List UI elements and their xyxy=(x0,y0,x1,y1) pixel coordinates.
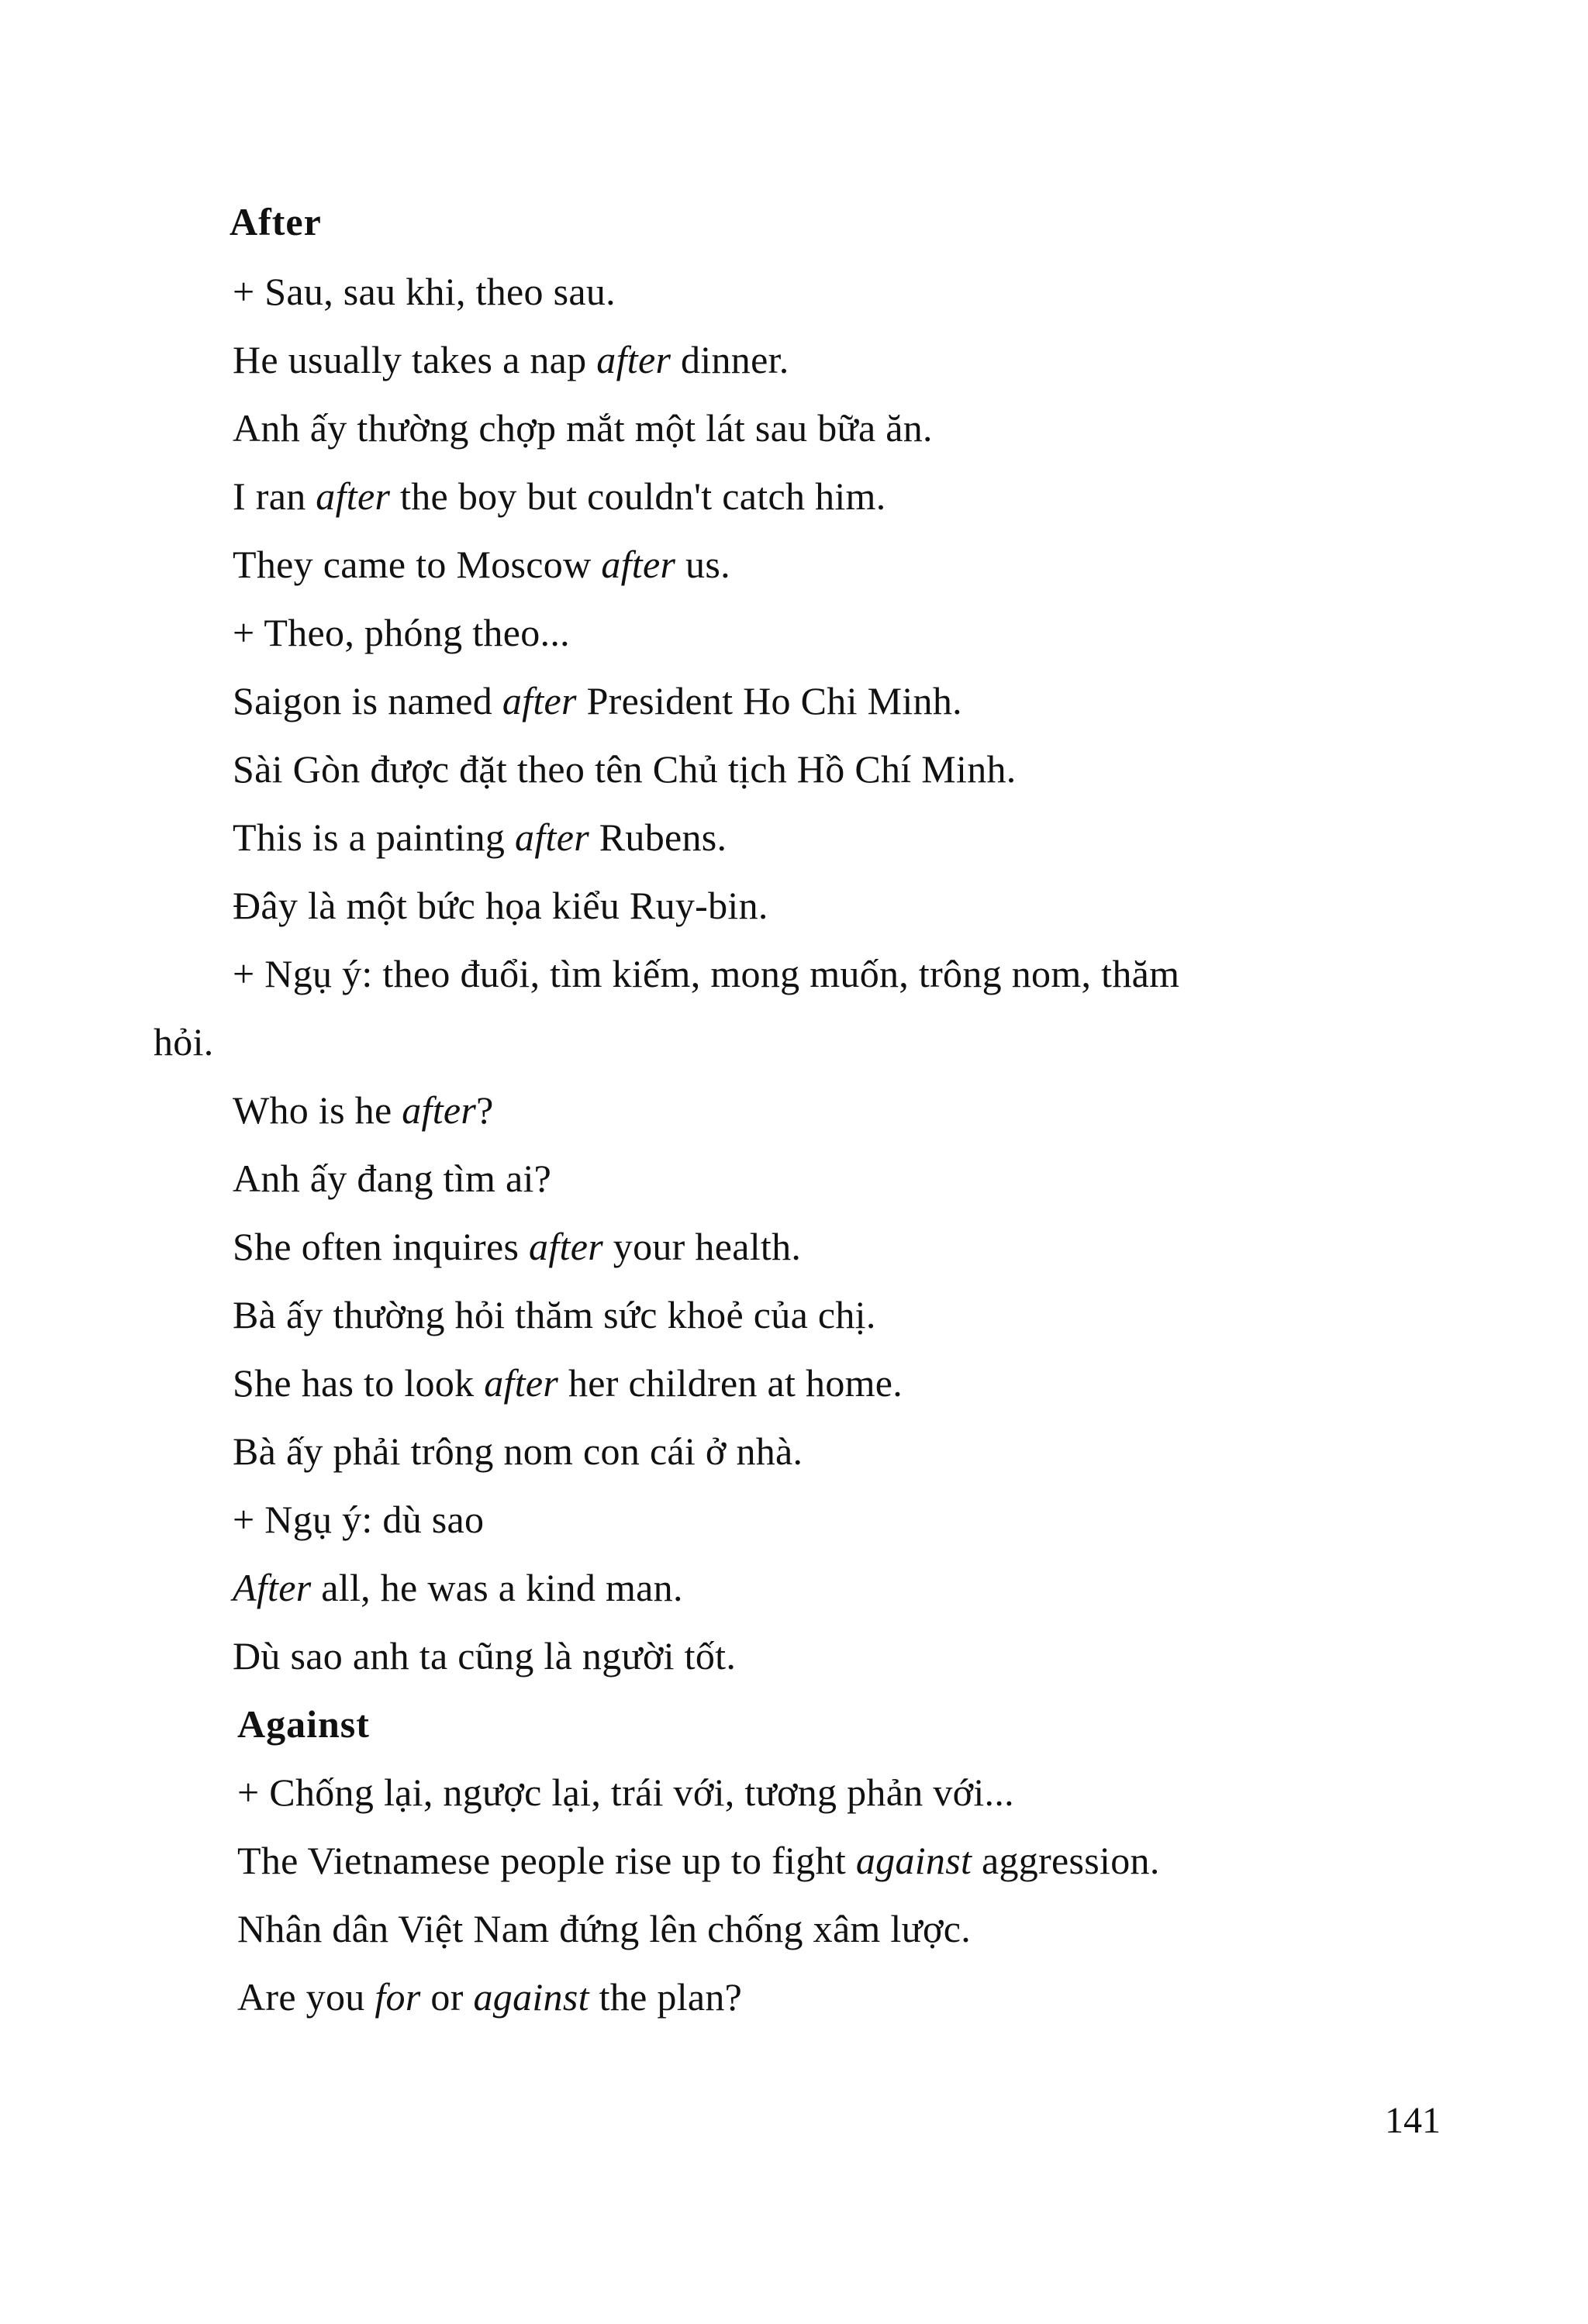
sense-line-continuation: hỏi. xyxy=(154,1020,214,1064)
example-line: This is a painting after Rubens. xyxy=(233,815,727,859)
translation-line: Anh ấy đang tìm ai? xyxy=(233,1157,552,1200)
sense-line: + Theo, phóng theo... xyxy=(233,611,570,654)
example-line: Who is he after? xyxy=(233,1088,494,1132)
translation-line: Bà ấy thường hỏi thăm sức khoẻ của chị. xyxy=(233,1293,876,1336)
sense-line: + Chống lại, ngược lại, trái với, tương phản với... xyxy=(237,1771,1014,1814)
translation-line: Đây là một bức họa kiểu Ruy-bin. xyxy=(233,884,768,927)
translation-line: Nhân dân Việt Nam đứng lên chống xâm lược. xyxy=(237,1907,972,1950)
sense-line: + Sau, sau khi, theo sau. xyxy=(233,270,616,313)
example-line: Saigon is named after President Ho Chi Minh. xyxy=(233,679,962,722)
example-line: They came to Moscow after us. xyxy=(233,543,730,586)
example-line: The Vietnamese people rise up to fight against aggression. xyxy=(237,1839,1160,1882)
sense-line: + Ngụ ý: theo đuổi, tìm kiếm, mong muốn, trông nom, thăm xyxy=(233,952,1180,995)
translation-line: Anh ấy thường chợp mắt một lát sau bữa ăn. xyxy=(233,406,933,450)
translation-line: Dù sao anh ta cũng là người tốt. xyxy=(233,1634,737,1677)
example-line: She often inquires after your health. xyxy=(233,1225,802,1268)
section-heading-after: After xyxy=(230,200,322,243)
example-line: I ran after the boy but couldn't catch him. xyxy=(233,474,886,518)
example-line: After all, he was a kind man. xyxy=(233,1566,683,1609)
translation-line: Sài Gòn được đặt theo tên Chủ tịch Hồ Chí Minh. xyxy=(233,747,1017,791)
translation-line: Bà ấy phải trông nom con cái ở nhà. xyxy=(233,1429,803,1473)
example-line: Are you for or against the plan? xyxy=(237,1975,743,2019)
page-number: 141 xyxy=(1385,2100,1441,2141)
sense-line: + Ngụ ý: dù sao xyxy=(233,1498,485,1541)
example-line: He usually takes a nap after dinner. xyxy=(233,338,789,381)
example-line: She has to look after her children at home. xyxy=(233,1361,903,1405)
section-heading-against: Against xyxy=(237,1702,370,1746)
